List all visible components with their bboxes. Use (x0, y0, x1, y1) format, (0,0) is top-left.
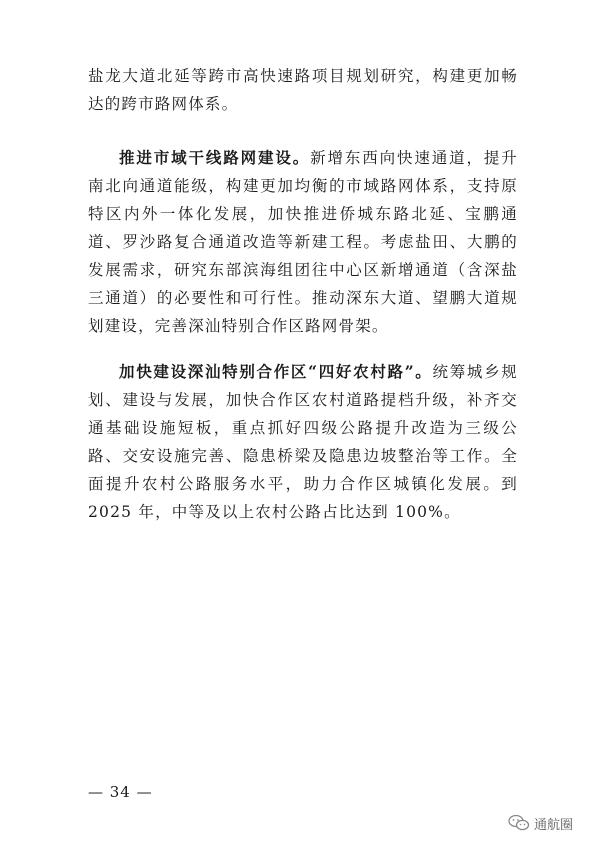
page-number: — 34 — (88, 783, 153, 801)
paragraph-2-lead: 推进市域干线路网建设。 (119, 148, 311, 167)
wechat-icon (508, 814, 530, 832)
watermark-text: 通航圈 (534, 817, 574, 833)
paragraph-1 (88, 62, 518, 118)
paragraph-3-lead: 加快建设深汕特别合作区“四好农村路”。 (119, 362, 433, 381)
paragraph-3 (88, 358, 518, 526)
paragraph-3-text: 统筹城乡规划、建设与发展，加快合作区农村道路提档升级，补齐交通基础设施短板，重点抓好四级公路提升改造为三级公路、交安设施完善、隐患桥梁及隐患边坡整治等工作。全面提升农村公路服务水平，助力合作区城镇化发展。到 2025 年，中等及以上农村公路占比达到 100%。 (88, 363, 518, 521)
watermark (508, 812, 573, 834)
paragraph-2 (88, 144, 518, 340)
paragraph-2-text: 新增东西向快速通道，提升南北向通道能级，构建更加均衡的市域路网体系，支持原特区内外一体化发展，加快推进侨城东路北延、宝鹏通道、罗沙路复合通道改造等新建工程。考虑盐田、大鹏的发展需求，研究东部滨海组团往中心区新增通道（含深盐三通道）的必要性和可行性。推动深东大道、望鹏大道规划建设，完善深汕特别合作区路网骨架。 (88, 149, 519, 335)
paragraph-1-text: 盐龙大道北延等跨市高快速路项目规划研究，构建更加畅达的跨市路网体系。 (88, 67, 518, 113)
